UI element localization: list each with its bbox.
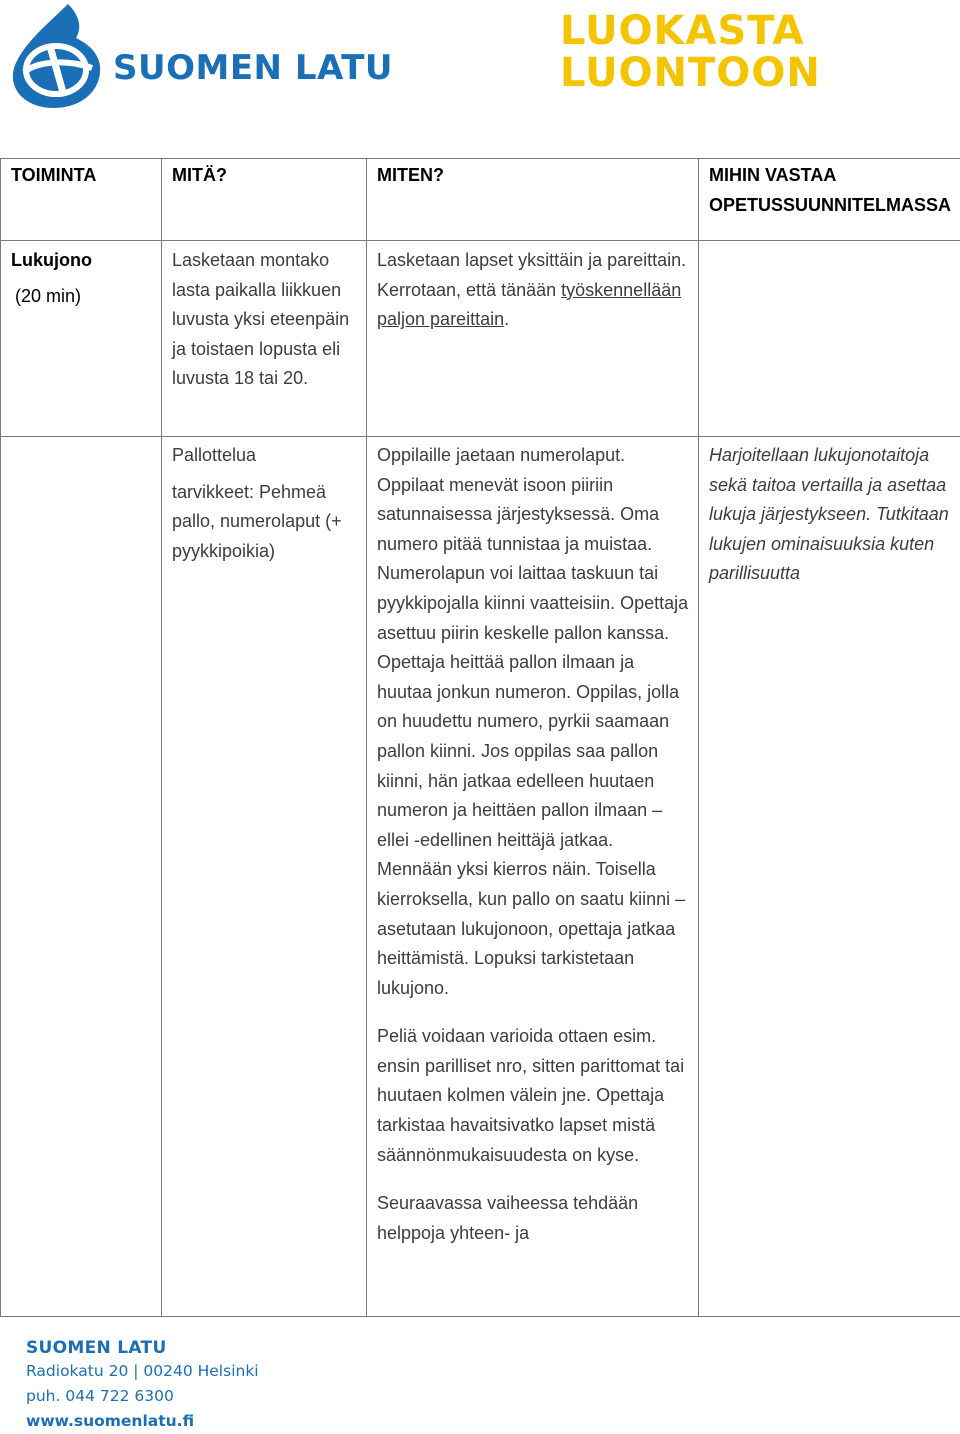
activity-name: Lukujono [11,250,92,270]
header-cell-what: MITÄ? [162,159,367,241]
table-row [1,241,960,437]
curriculum-cell [699,437,960,1317]
logo-line-2: LUONTOON [560,50,821,96]
footer-brand: SUOMEN LATU [26,1338,167,1358]
curriculum-cell [699,241,960,437]
how-cell [367,437,699,1317]
what-title: Pallottelua [172,445,257,465]
how-paragraph: Peliä voidaan varioida ottaen esim. ensin parilliset nro, sitten parittomat tai huutaen kolmen välein jne. Opettaja tarkistaa havaitsivatko lapset mistä säännönmukaisuudesta on kyse. [377,1026,685,1165]
what-text: Lasketaan montako lasta paikalla liikkuen luvusta yksi eteenpäin ja toistaen lopusta eli luvusta 18 tai 20. [172,250,350,389]
table-row [1,437,960,1317]
footer-website-link[interactable]: www.suomenlatu.fi [26,1412,195,1430]
lesson-plan-table [0,158,960,1317]
what-equipment: tarvikkeet: Pehmeä pallo, numerolaput (+ pyykkipoikia) [172,481,342,561]
how-text: Lasketaan lapset yksittäin ja pareittain. Kerrotaan, että tänään [377,250,687,300]
curriculum-text: Harjoitellaan lukujonotaitoja sekä taitoa vertailla ja asettaa lukuja järjestykseen. Tutkitaan lukujen ominaisuuksia kuten parillisuutta [709,445,949,584]
suomen-latu-logo [10,2,393,112]
footer-contact [26,1337,259,1434]
logo-line-1: LUOKASTA [560,8,805,54]
what-cell [162,437,367,1317]
header-cell-how: MITEN? [367,159,699,241]
how-paragraph: Oppilaille jaetaan numerolaput. Oppilaat menevät isoon piiriin satunnaisessa järjestyksessä. Oma numero pitää tunnistaa ja muistaa. Numerolapun voi laittaa taskuun tai pyykkipojalla kiinni vaatteisiin. Opettaja asettuu piirin keskelle pallon kanssa. Opettaja heittää pallon ilmaan ja huutaa jonkun numeron. Oppilas, jolla on huudettu numero, pyrkii saamaan pallon kiinni. Jos oppilas saa pallon kiinni, hän jatkaa edelleen huutaen numeron ja heittäen pallon ilmaan – ellei -edellinen heittäjä jatkaa. Mennään yksi kierros näin. Toisella kierroksella, kun pallo on saatu kiinni – asetutaan lukujonoon, opettaja jatkaa heittämistä. Lopuksi tarkistetaan lukujono. [377,445,689,998]
header-cell-curriculum: MIHIN VASTAA OPETUSSUUNNITELMASSA [699,159,960,241]
header-cell-activity: TOIMINTA [1,159,162,241]
activity-cell [1,437,162,1317]
how-text-end: . [504,309,510,330]
footer-address: Radiokatu 20 | 00240 Helsinki [26,1362,259,1380]
how-cell [367,241,699,437]
footer-phone: puh. 044 722 6300 [26,1387,174,1405]
suomen-latu-brand-text: SUOMEN LATU [113,48,393,88]
luokasta-luontoon-logo [560,8,821,96]
activity-duration: (20 min) [15,285,82,306]
suomen-latu-drop-icon [10,2,110,110]
how-paragraph: Seuraavassa vaiheessa tehdään helppoja yhteen- ja [377,1193,639,1243]
table-header-row [1,159,960,241]
activity-cell [1,241,162,437]
what-cell [162,241,367,437]
how-underlined-text: työskennellään paljon pareittain [377,279,682,330]
